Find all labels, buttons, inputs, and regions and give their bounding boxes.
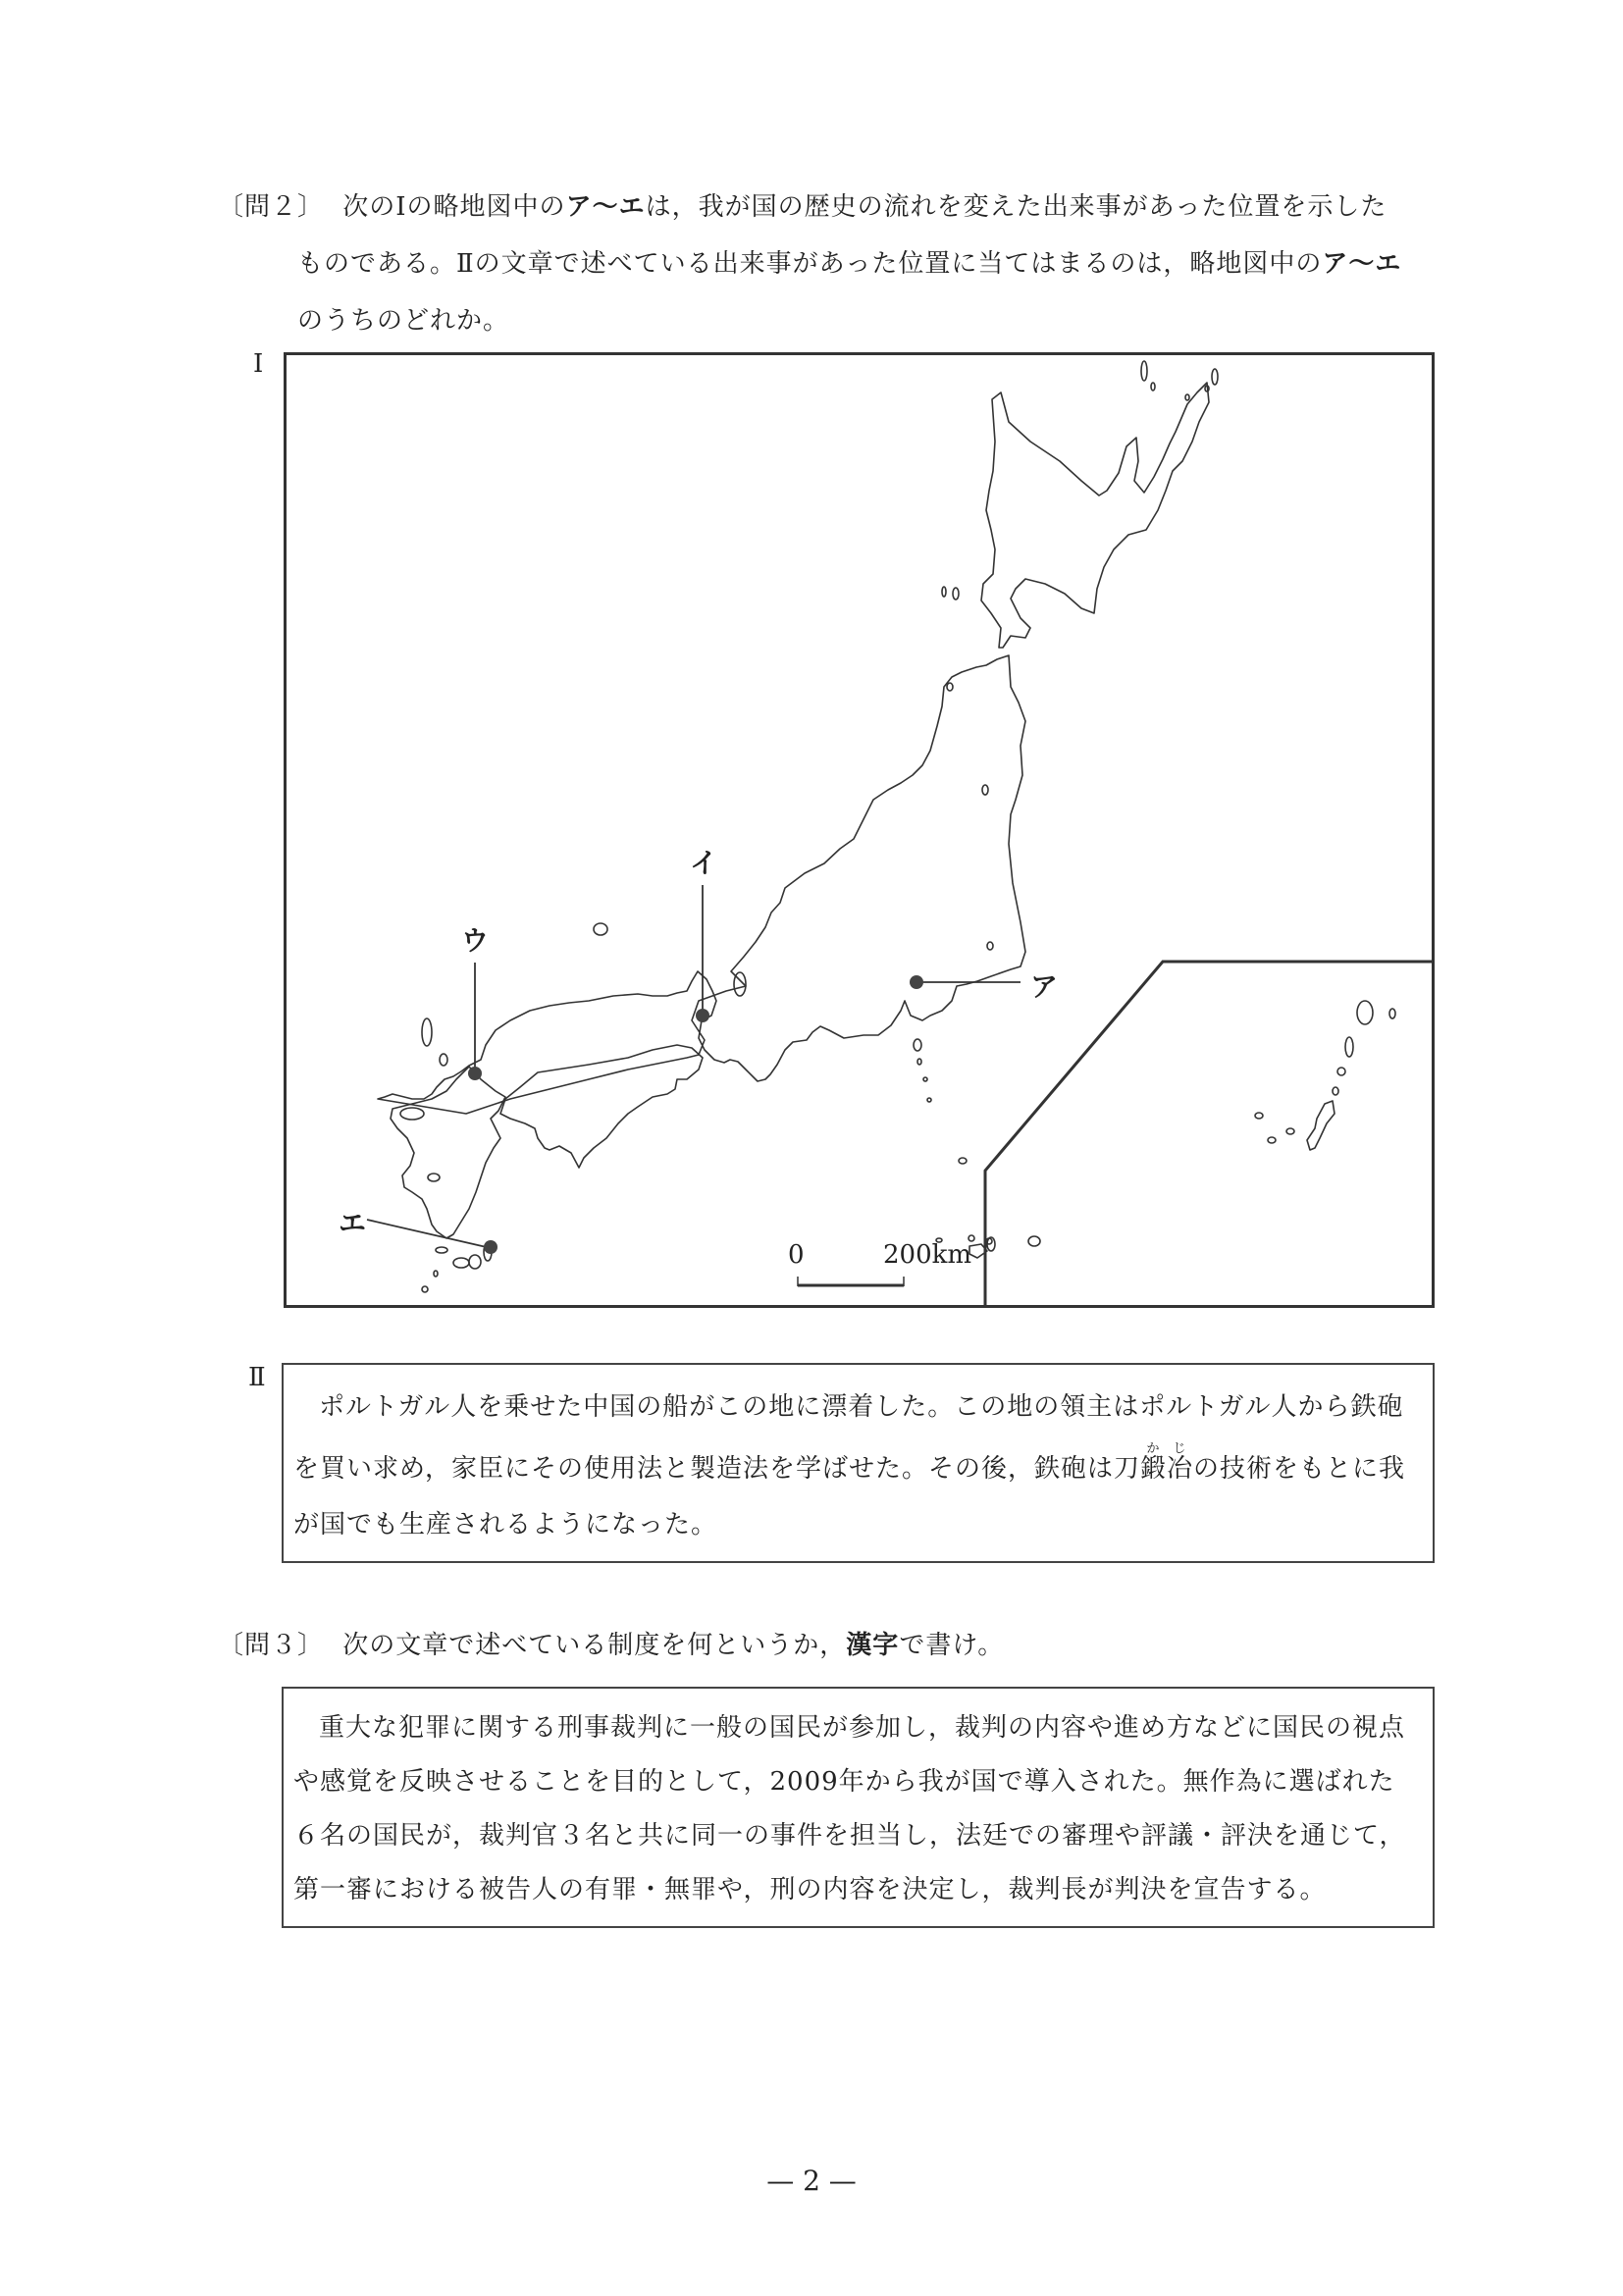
- question-3-passage-line-3: ６名の国民が，裁判官３名と共に同一の事件を担当し，法廷での審理や評議・評決を通じて，: [293, 1821, 1406, 1851]
- marker-dot-e: [484, 1240, 497, 1254]
- scale-distance-label: 200km: [883, 1240, 972, 1270]
- marker-label-a: ア: [1030, 970, 1059, 1003]
- leader-line-e: [367, 1220, 491, 1248]
- scale-zero-label: 0: [788, 1240, 805, 1270]
- marker-dot-u: [468, 1067, 482, 1080]
- question-2-line-2: ものである。Ⅱの文章で述べている出来事があった位置に当てはまるのは，略地図中のア〜エ: [297, 249, 1402, 279]
- marker-label-u: ウ: [461, 924, 490, 957]
- marker-dot-a: [910, 975, 923, 989]
- question-3-passage-line-1: 重大な犯罪に関する刑事裁判に一般の国民が参加し，裁判の内容や進め方などに国民の視点: [319, 1713, 1406, 1743]
- question-2-line-3: のうちのどれか。: [297, 306, 510, 336]
- passage-2-box: [282, 1363, 1435, 1563]
- passage-2-line-1: ポルトガル人を乗せた中国の船がこの地に漂着した。この地の領主はポルトガル人から鉄砲: [319, 1392, 1404, 1422]
- question-3-passage-box: [282, 1687, 1435, 1928]
- tsushima: [422, 1018, 432, 1046]
- marker-dot-i: [696, 1009, 709, 1022]
- question-2-number: 〔問２〕: [218, 192, 325, 222]
- kyushu-outline: [391, 1067, 505, 1238]
- figure-1-label: Ⅰ: [253, 349, 264, 379]
- page-number: — 2 —: [766, 2165, 857, 2197]
- shikoku-outline: [500, 1045, 703, 1168]
- question-3-number: 〔問３〕: [218, 1631, 325, 1660]
- marker-label-e: エ: [339, 1207, 367, 1239]
- question-3-passage-line-4: 第一審における被告人の有罪・無罪や，刑の内容を決定し，裁判長が判決を宣告する。: [293, 1875, 1327, 1905]
- ruby-kaji: 鍛冶かじ: [1139, 1441, 1193, 1484]
- hokkaido-outline: [981, 383, 1209, 648]
- question-3-passage-line-2: や感覚を反映させることを目的として，2009年から我が国で導入された。無作為に選ばれた: [293, 1767, 1395, 1797]
- passage-2-line-3: が国でも生産されるようになった。: [293, 1510, 718, 1539]
- question-3-prompt: 〔問３〕 次の文章で述べている制度を何というか，漢字で書け。: [218, 1631, 1005, 1660]
- okinawa-inset-frame: [985, 962, 1435, 1308]
- marker-label-i: イ: [690, 847, 718, 879]
- question-2-line-1: 〔問２〕 次のⅠの略地図中のア〜エは，我が国の歴史の流れを変えた出来事があった位置を示した: [218, 192, 1387, 222]
- passage-2-label: Ⅱ: [248, 1363, 266, 1392]
- passage-2-line-2: を買い求め，家臣にその使用法と製造法を学ばせた。その後，鉄砲は刀鍛冶かじの技術をもとに我: [293, 1441, 1405, 1484]
